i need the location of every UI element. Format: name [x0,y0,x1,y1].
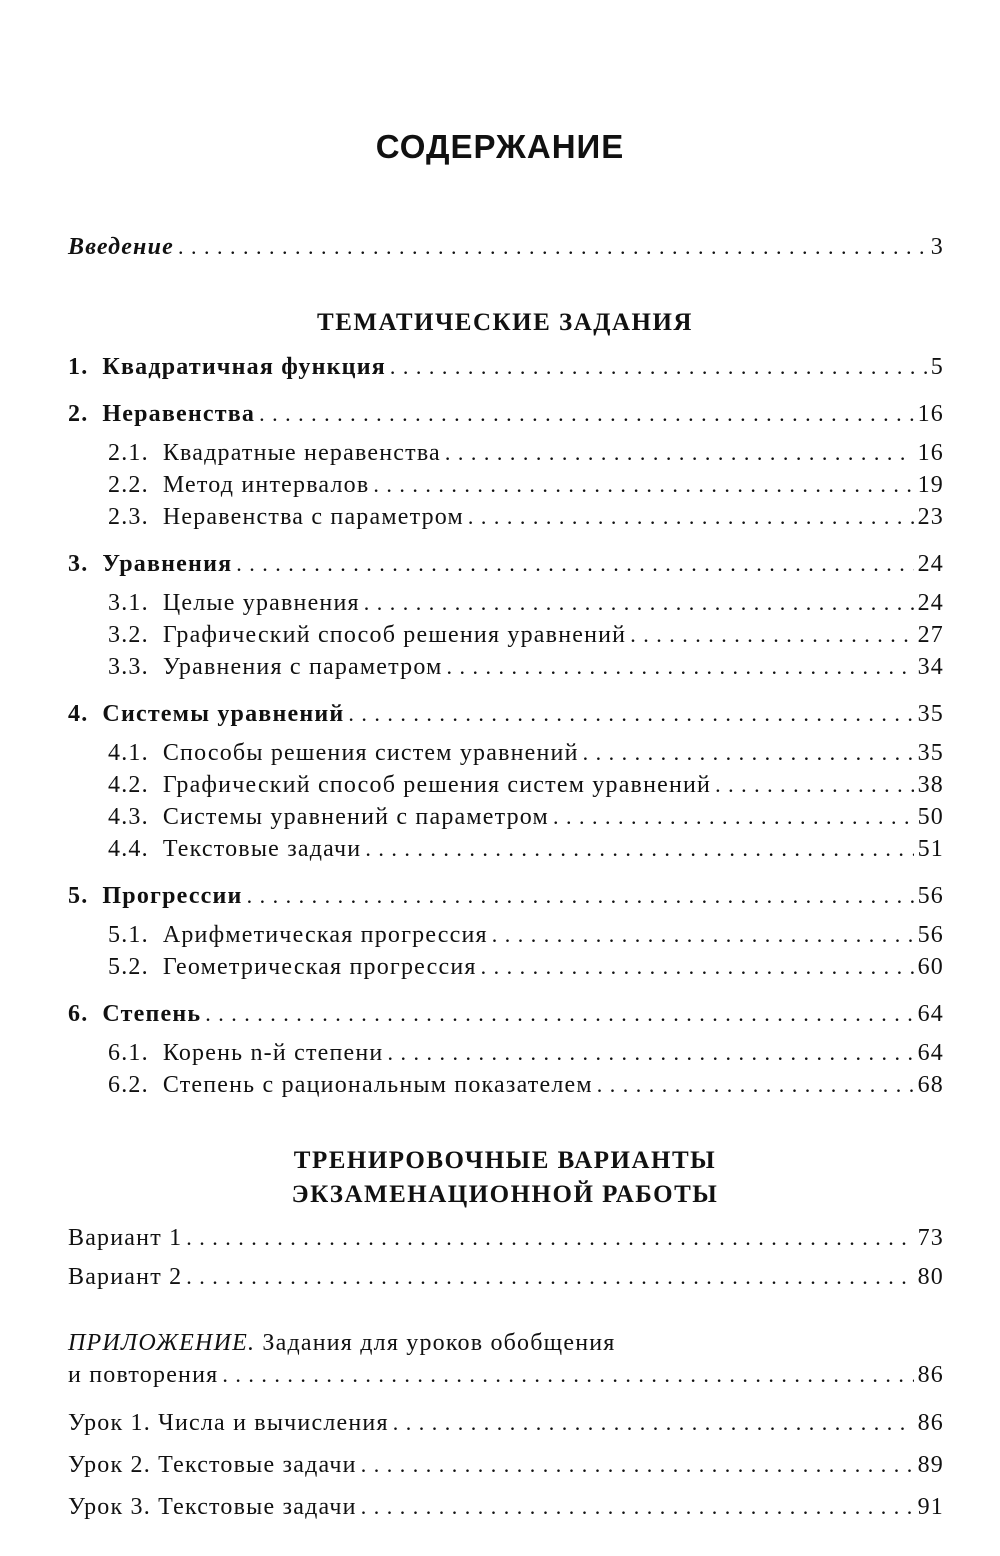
toc-entry-label: и повторения [68,1362,219,1388]
toc-entry-label: Метод интервалов [162,472,370,498]
toc-entry-number: 5.1. [108,922,149,948]
toc-entry-number: 2.1. [108,440,149,466]
toc-page-number: 64 [917,1001,944,1027]
toc-entry-section-6[interactable] [68,1001,944,1033]
toc-entry-3-2[interactable] [108,622,944,654]
toc-page-number: 86 [917,1362,944,1388]
dot-leader [348,701,913,727]
toc-entry-4-3[interactable] [108,804,944,836]
toc-entry-label: Вариант 2 [68,1264,183,1290]
toc-page-number: 34 [917,654,944,680]
toc-entry-section-1[interactable] [68,354,944,386]
toc-entry-2-2[interactable] [108,472,944,504]
dot-leader [468,504,914,530]
toc-entry-label: Введение [68,234,174,260]
toc-entry-label: Прогрессии [102,883,243,909]
dot-leader [387,1040,913,1066]
toc-entry-lesson-1[interactable] [68,1410,944,1442]
toc-entry-label: Графический способ решения систем уравнений [162,772,712,798]
toc-page-number: 24 [917,551,944,577]
appendix-caps: ПРИЛОЖЕНИЕ. [68,1330,256,1356]
toc-entry-number: 3. [68,551,89,577]
toc-entry-number: 4.1. [108,740,149,766]
toc-page-number: 64 [917,1040,944,1066]
toc-entry-number: 2. [68,401,89,427]
toc-entry-label: Неравенства [102,401,256,427]
toc-entry-label: Графический способ решения уравнений [162,622,627,648]
toc-entry-3-1[interactable] [108,590,944,622]
toc-entry-appendix[interactable] [68,1362,944,1394]
dot-leader [715,772,913,798]
dot-leader [236,551,913,577]
toc-entry-variant-1[interactable] [68,1225,944,1257]
toc-entry-label: Урок 2. Текстовые задачи [68,1452,357,1478]
dot-leader [481,954,914,980]
dot-leader [186,1225,913,1251]
toc-page-number: 16 [917,440,944,466]
section-heading-training-line2: ЭКЗАМЕНАЦИОННОЙ РАБОТЫ [291,1181,719,1208]
dot-leader [205,1001,913,1027]
toc-entry-number: 6.1. [108,1040,149,1066]
toc-entry-section-3[interactable] [68,551,944,583]
dot-leader [361,1494,914,1520]
toc-entry-label: Квадратичная функция [102,354,386,380]
dot-leader [390,354,927,380]
toc-page-number: 23 [917,504,944,530]
toc-page-number: 24 [917,590,944,616]
toc-page-number: 60 [917,954,944,980]
toc-page-number: 16 [917,401,944,427]
toc-entry-number: 3.3. [108,654,149,680]
toc-entry-label: Геометрическая прогрессия [162,954,477,980]
toc-entry-3-3[interactable] [108,654,944,686]
toc-page-number: 80 [917,1264,944,1290]
dot-leader [259,401,913,427]
toc-page-number: 89 [917,1452,944,1478]
toc-entry-4-4[interactable] [108,836,944,868]
toc-entry-lesson-3[interactable] [68,1494,944,1526]
dot-leader [553,804,914,830]
toc-entry-4-2[interactable] [108,772,944,804]
toc-page-number: 56 [917,883,944,909]
toc-entry-section-4[interactable] [68,701,944,733]
toc-page-number: 35 [917,701,944,727]
toc-entry-number: 1. [68,354,89,380]
toc-entry-number: 4.4. [108,836,149,862]
toc-page-number: 50 [917,804,944,830]
toc-page-number: 38 [917,772,944,798]
toc-entry-number: 3.1. [108,590,149,616]
toc-page-number: 19 [917,472,944,498]
dot-leader [186,1264,913,1290]
appendix-title-line1 [68,1330,616,1357]
toc-entry-6-2[interactable] [108,1072,944,1104]
toc-entry-number: 4.2. [108,772,149,798]
toc-entry-section-5[interactable] [68,883,944,915]
toc-entry-label: Арифметическая прогрессия [162,922,488,948]
toc-entry-number: 4. [68,701,89,727]
toc-entry-2-1[interactable] [108,440,944,472]
toc-entry-number: 5. [68,883,89,909]
dot-leader [597,1072,914,1098]
toc-entry-label: Урок 1. Числа и вычисления [68,1410,389,1436]
toc-entry-6-1[interactable] [108,1040,944,1072]
toc-page-number: 35 [917,740,944,766]
toc-entry-5-1[interactable] [108,922,944,954]
toc-entry-label: Способы решения систем уравнений [162,740,579,766]
toc-entry-label: Целые уравнения [162,590,360,616]
toc-entry-label: Урок 3. Текстовые задачи [68,1494,357,1520]
toc-page-number: 5 [930,354,944,380]
toc-page-number: 27 [917,622,944,648]
toc-entry-label: Степень [102,1001,202,1027]
toc-page-number: 68 [917,1072,944,1098]
toc-entry-label: Вариант 1 [68,1225,183,1251]
toc-entry-label: Системы уравнений [102,701,345,727]
toc-entry-4-1[interactable] [108,740,944,772]
dot-leader [364,590,914,616]
dot-leader [583,740,914,766]
toc-entry-variant-2[interactable] [68,1264,944,1296]
dot-leader [373,472,913,498]
dot-leader [247,883,914,909]
section-heading-training-line1: ТРЕНИРОВОЧНЫЕ ВАРИАНТЫ [293,1147,717,1174]
dot-leader [445,440,914,466]
toc-entry-label: Уравнения с параметром [162,654,443,680]
toc-page-number: 86 [917,1410,944,1436]
toc-page-number: 3 [930,234,944,260]
dot-leader [393,1410,914,1436]
dot-leader [630,622,913,648]
toc-entry-label: Квадратные неравенства [162,440,441,466]
toc-entry-intro[interactable] [68,234,944,266]
toc-page-number: 56 [917,922,944,948]
dot-leader [361,1452,914,1478]
toc-entry-2-3[interactable] [108,504,944,536]
toc-entry-label: Уравнения [102,551,233,577]
section-heading-thematic: ТЕМАТИЧЕСКИЕ ЗАДАНИЯ [317,309,693,336]
toc-entry-lesson-2[interactable] [68,1452,944,1484]
toc-entry-number: 6.2. [108,1072,149,1098]
dot-leader [365,836,913,862]
toc-entry-number: 3.2. [108,622,149,648]
toc-entry-number: 2.3. [108,504,149,530]
toc-entry-number: 2.2. [108,472,149,498]
toc-entry-label: Корень n-й степени [162,1040,384,1066]
dot-leader [492,922,914,948]
toc-entry-number: 6. [68,1001,89,1027]
toc-entry-section-2[interactable] [68,401,944,433]
page-title: СОДЕРЖАНИЕ [375,128,625,165]
toc-entry-label: Текстовые задачи [162,836,362,862]
appendix-title-rest: Задания для уроков обобщения [262,1330,616,1356]
toc-entry-5-2[interactable] [108,954,944,986]
toc-entry-label: Неравенства с параметром [162,504,464,530]
toc-entry-label: Степень с рациональным показателем [162,1072,593,1098]
dot-leader [222,1362,913,1388]
toc-entry-label: Системы уравнений с параметром [162,804,549,830]
toc-entry-number: 4.3. [108,804,149,830]
toc-page-number: 51 [917,836,944,862]
toc-page-number: 73 [917,1225,944,1251]
dot-leader [178,234,927,260]
dot-leader [446,654,913,680]
toc-page-number: 91 [917,1494,944,1520]
toc-entry-number: 5.2. [108,954,149,980]
